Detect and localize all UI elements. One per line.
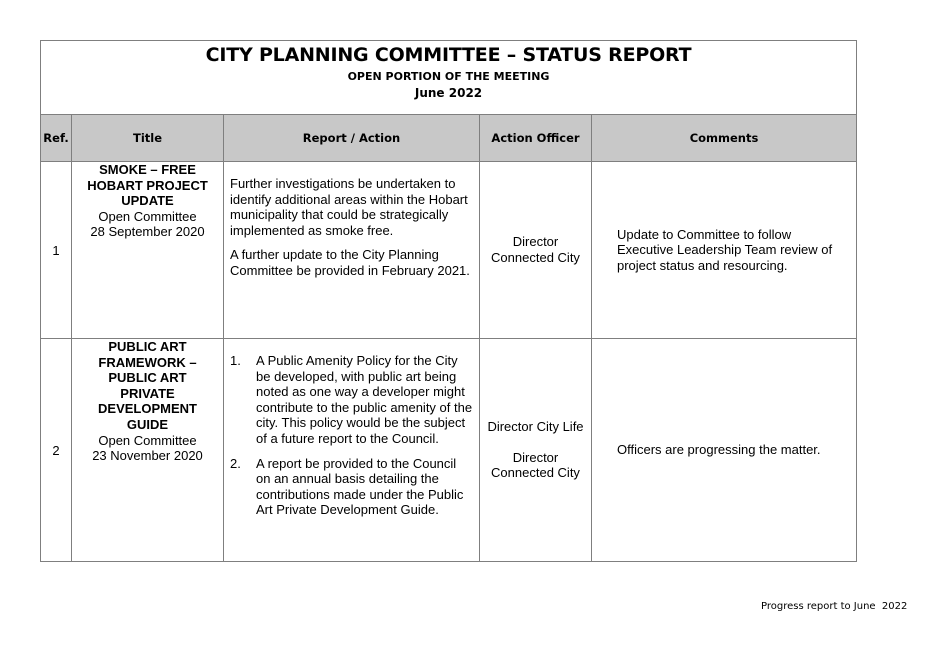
status-report-table [40,40,857,562]
row-officer [480,339,592,562]
title-line: PUBLIC ART [108,370,187,386]
col-comments: Comments [592,115,857,162]
meeting-date: 23 November 2020 [92,448,203,464]
report-list-item [230,353,473,447]
column-header-row [41,115,857,162]
row-report [224,162,480,339]
item-text: A Public Amenity Policy for the City be developed, with public art being noted as one way a developer might contribute to the public amenity of the city. This policy would be the subject of a future report to the Council. [256,353,473,446]
officer-name: Director Connected City [491,234,580,265]
row-ref: 1 [41,162,72,339]
item-text: A report be provided to the Council on an annual basis detailing the contributions made under the Public Art Private Development Guide. [256,455,464,518]
committee-label: Open Committee [98,432,197,448]
meeting-date: 28 September 2020 [90,224,205,240]
table-row [41,339,857,562]
row-officer [480,162,592,339]
col-officer: Action Officer [480,115,592,162]
title-line: HOBART PROJECT [87,177,208,193]
table-row [41,162,857,339]
committee-label: Open Committee [98,208,197,224]
title-line: DEVELOPMENT [98,401,197,417]
row-report [224,339,480,562]
title-line: PUBLIC ART [108,339,187,354]
report-title: CITY PLANNING COMMITTEE – STATUS REPORT [205,44,692,66]
title-line: GUIDE [126,416,169,432]
report-list [230,353,473,518]
row-title [72,339,224,562]
row-comments: Update to Committee to follow Executive Leadership Team review of project status and resourcing. [592,162,857,339]
item-number: 2. [230,455,241,471]
officer-name: Director City Life [487,419,584,435]
title-line: SMOKE – FREE [99,162,196,177]
title-line: FRAMEWORK – [98,354,197,370]
item-number: 1. [230,353,241,368]
report-date: June 2022 [414,86,483,100]
row-title [72,162,224,339]
row-ref: 2 [41,339,72,562]
col-title: Title [72,115,224,162]
page-footer: Progress report to June 2022 [761,601,908,612]
row-comments: Officers are progressing the matter. [592,339,857,562]
report-list-item [230,456,473,518]
officer-name: Director Connected City [491,449,580,481]
col-report: Report / Action [224,115,480,162]
report-paragraph: Further investigations be undertaken to identify additional areas within the Hobart municipality that could be strategically implemented as smoke free. [230,176,468,238]
title-line: PRIVATE [120,385,175,401]
title-line: UPDATE [121,193,174,209]
report-subtitle: OPEN PORTION OF THE MEETING [347,70,550,83]
col-ref: Ref. [41,115,72,162]
report-header [41,41,857,115]
report-paragraph: A further update to the City Planning Committee be provided in February 2021. [230,247,470,278]
